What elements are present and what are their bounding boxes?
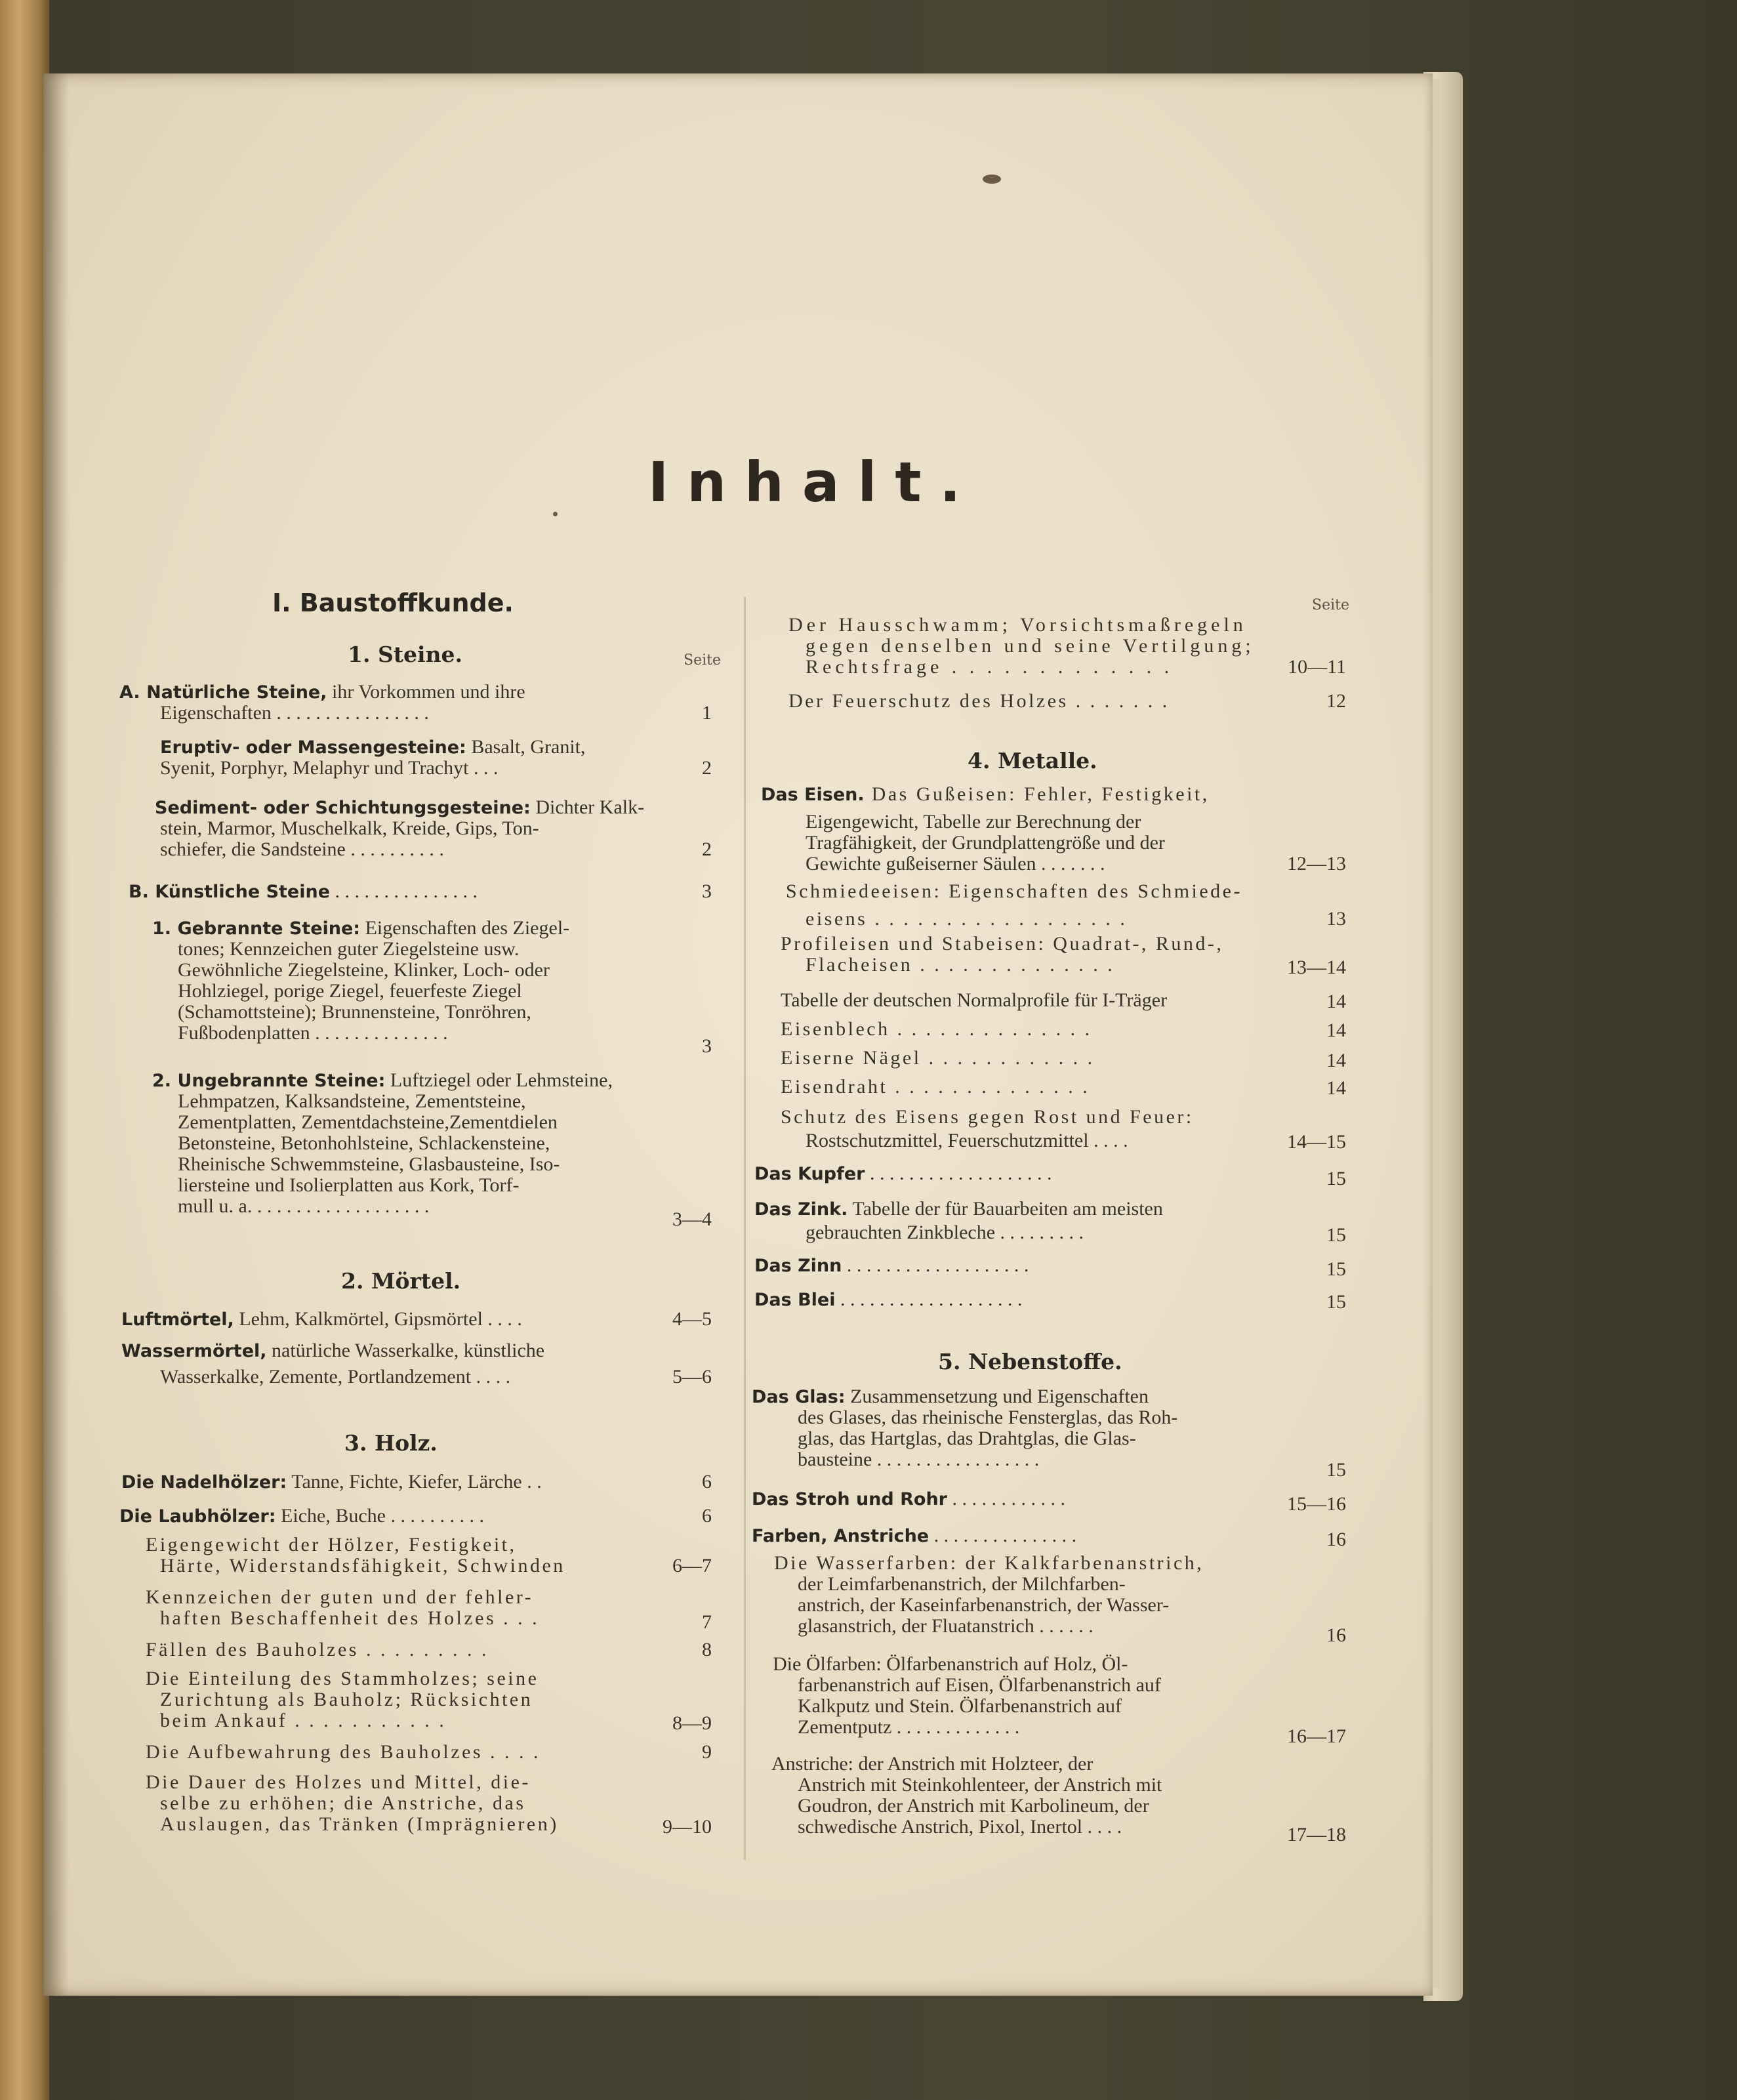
toc-line: Gewöhnliche Ziegelsteine, Klinker, Loch- oder: [178, 959, 550, 981]
page-number: 2: [702, 838, 712, 860]
toc-line: haften Beschaffenheit des Holzes . . .: [160, 1607, 540, 1629]
toc-line: anstrich, der Kaseinfarbenanstrich, der Wasser-: [798, 1594, 1170, 1616]
page-number: 16—17: [1287, 1725, 1346, 1747]
toc-line: eisens . . . . . . . . . . . . . . . . . .: [806, 908, 1128, 930]
page-number: 8—9: [672, 1712, 712, 1734]
page-number: 1: [702, 702, 712, 724]
page-number: 4—5: [672, 1308, 712, 1330]
toc-line: Rheinische Schwemmsteine, Glasbausteine, Iso-: [178, 1153, 560, 1175]
page-number: 5—6: [672, 1366, 712, 1388]
toc-line: gegen denselben und seine Vertilgung;: [806, 635, 1255, 657]
page-number: 6: [702, 1471, 712, 1493]
toc-line: Eiserne Nägel . . . . . . . . . . . .: [781, 1047, 1095, 1069]
page-title: Inhalt.: [648, 450, 979, 514]
toc-line: Goudron, der Anstrich mit Karbolineum, der: [798, 1795, 1149, 1817]
toc-line: Eigengewicht der Hölzer, Festigkeit,: [146, 1534, 517, 1555]
page-number: 17—18: [1287, 1824, 1346, 1845]
toc-line: Profileisen und Stabeisen: Quadrat-, Rund-,: [781, 933, 1224, 955]
toc-line: Das Stroh und Rohr . . . . . . . . . . . .: [752, 1488, 1065, 1510]
toc-line: Die Wasserfarben: der Kalkfarbenanstrich,: [774, 1552, 1204, 1574]
page-number: 14—15: [1287, 1131, 1346, 1153]
page-number: 14: [1326, 991, 1346, 1012]
toc-line: Fällen des Bauholzes . . . . . . . . .: [146, 1639, 489, 1660]
toc-line: tones; Kennzeichen guter Ziegelsteine usw.: [178, 938, 520, 960]
toc-line: Das Kupfer . . . . . . . . . . . . . . . . . . .: [754, 1163, 1052, 1184]
toc-line: Der Hausschwamm; Vorsichtsmaßregeln: [788, 614, 1247, 636]
toc-line: farbenanstrich auf Eisen, Ölfarbenanstrich auf: [798, 1674, 1161, 1696]
page-number: 12: [1326, 690, 1346, 712]
toc-line: Luftmörtel, Lehm, Kalkmörtel, Gipsmörtel . . . .: [121, 1308, 522, 1330]
toc-line: stein, Marmor, Muschelkalk, Kreide, Gips, Ton-: [160, 817, 539, 839]
page-number: 7: [702, 1611, 712, 1633]
page-number: 14: [1326, 1019, 1346, 1041]
toc-line: gebrauchten Zinkbleche . . . . . . . . .: [806, 1222, 1084, 1243]
gutter-shadow: [43, 73, 70, 1996]
toc-line: Härte, Widerstandsfähigkeit, Schwinden: [160, 1555, 565, 1576]
toc-line: liersteine und Isolierplatten aus Kork, Torf-: [178, 1174, 520, 1196]
toc-line: Rostschutzmittel, Feuerschutzmittel . . . .: [806, 1130, 1128, 1151]
toc-line: Zementplatten, Zementdachsteine,Zementdielen: [178, 1111, 558, 1133]
toc-line: Eigengewicht, Tabelle zur Berechnung der: [806, 811, 1141, 833]
toc-line: Rechtsfrage . . . . . . . . . . . . .: [806, 656, 1174, 678]
page-number: 12—13: [1287, 853, 1346, 875]
toc-line: Eruptiv- oder Massengesteine: Basalt, Granit,: [160, 736, 586, 758]
page-number: 8: [702, 1639, 712, 1660]
section-heading-steine: 1. Steine.: [348, 642, 463, 667]
seite-header: Seite: [684, 652, 721, 669]
toc-line: Das Zink. Tabelle der für Bauarbeiten am meisten: [754, 1198, 1163, 1220]
page-number: 3: [702, 880, 712, 902]
toc-line: selbe zu erhöhen; die Anstriche, das: [160, 1792, 526, 1814]
toc-line: Syenit, Porphyr, Melaphyr und Trachyt . . .: [160, 757, 499, 779]
toc-line: glas, das Hartglas, das Drahtglas, die Glas-: [798, 1428, 1136, 1449]
toc-line: Eigenschaften . . . . . . . . . . . . . . . .: [160, 702, 429, 724]
toc-line: 1. Gebrannte Steine: Eigenschaften des Ziegel-: [152, 917, 570, 939]
toc-line: 2. Ungebrannte Steine: Luftziegel oder Lehmsteine,: [152, 1069, 613, 1091]
toc-line: Das Blei . . . . . . . . . . . . . . . . . . .: [754, 1288, 1023, 1310]
paper-speck: [983, 175, 1001, 184]
toc-line: B. Künstliche Steine . . . . . . . . . . . . . . .: [129, 880, 478, 902]
toc-line: Betonsteine, Betonhohlsteine, Schlackensteine,: [178, 1132, 550, 1154]
toc-line: Auslaugen, das Tränken (Imprägnieren): [160, 1813, 559, 1835]
toc-line: beim Ankauf . . . . . . . . . . .: [160, 1710, 447, 1731]
toc-line: Die Laubhölzer: Eiche, Buche . . . . . . . . . .: [119, 1505, 484, 1527]
page-number: 6—7: [672, 1555, 712, 1576]
section-heading-nebenstoffe: 5. Nebenstoffe.: [938, 1349, 1122, 1374]
page-number: 15—16: [1287, 1493, 1346, 1515]
section-heading-holz: 3. Holz.: [344, 1430, 438, 1456]
page-number: 15: [1326, 1291, 1346, 1313]
toc-line: Fußbodenplatten . . . . . . . . . . . . . .: [178, 1022, 448, 1044]
page-number: 15: [1326, 1224, 1346, 1246]
page-number: 15: [1326, 1168, 1346, 1189]
toc-line: Wasserkalke, Zemente, Portlandzement . . . .: [160, 1366, 511, 1388]
toc-line: Schmiedeeisen: Eigenschaften des Schmiede-: [786, 880, 1242, 902]
toc-line: Das Eisen. Das Gußeisen: Fehler, Festigkeit,: [761, 783, 1210, 805]
seite-header: Seite: [1312, 597, 1349, 613]
toc-line: Tragfähigkeit, der Grundplattengröße und der: [806, 832, 1165, 854]
page-number: 9: [702, 1741, 712, 1763]
toc-line: schwedische Anstrich, Pixol, Inertol . . . .: [798, 1816, 1122, 1838]
toc-line: Die Ölfarben: Ölfarbenanstrich auf Holz, Öl-: [773, 1653, 1128, 1675]
toc-line: Zementputz . . . . . . . . . . . . .: [798, 1716, 1020, 1738]
toc-line: mull u. a. . . . . . . . . . . . . . . . . . .: [178, 1195, 430, 1217]
book-spine: [0, 0, 49, 2100]
page-number: 16: [1326, 1624, 1346, 1646]
toc-line: Eisendraht . . . . . . . . . . . . . .: [781, 1076, 1090, 1098]
page-number: 6: [702, 1505, 712, 1527]
page-number: 14: [1326, 1077, 1346, 1099]
page-number: 14: [1326, 1050, 1346, 1071]
page-number: 13—14: [1287, 957, 1346, 978]
page-number: 2: [702, 757, 712, 779]
toc-line: Anstrich mit Steinkohlenteer, der Anstrich mit: [798, 1774, 1162, 1796]
toc-line: Kennzeichen der guten und der fehler-: [146, 1586, 534, 1608]
column-divider: [744, 597, 746, 1860]
toc-line: Die Nadelhölzer: Tanne, Fichte, Kiefer, Lärche . .: [121, 1471, 542, 1493]
page-number: 3—4: [672, 1208, 712, 1230]
toc-line: Tabelle der deutschen Normalprofile für I-Träger: [781, 989, 1168, 1011]
section-heading-moertel: 2. Mörtel.: [341, 1268, 461, 1294]
page-number: 15: [1326, 1258, 1346, 1280]
toc-line: Lehmpatzen, Kalksandsteine, Zementsteine,: [178, 1090, 526, 1112]
page-number: 13: [1326, 908, 1346, 930]
toc-line: Flacheisen . . . . . . . . . . . . . .: [806, 954, 1115, 976]
toc-line: Kalkputz und Stein. Ölfarbenanstrich auf: [798, 1695, 1122, 1717]
toc-line: Gewichte gußeiserner Säulen . . . . . . .: [806, 853, 1105, 875]
toc-line: Farben, Anstriche . . . . . . . . . . . . . . .: [752, 1525, 1077, 1546]
section-heading-metalle: 4. Metalle.: [968, 748, 1097, 773]
toc-line: der Leimfarbenanstrich, der Milchfarben-: [798, 1573, 1126, 1595]
toc-line: Die Einteilung des Stammholzes; seine: [146, 1668, 539, 1689]
toc-line: Sediment- oder Schichtungsgesteine: Dichter Kalk-: [155, 796, 645, 818]
toc-line: Wassermörtel, natürliche Wasserkalke, künstliche: [121, 1340, 545, 1361]
page-number: 10—11: [1288, 656, 1346, 678]
page-number: 9—10: [663, 1816, 712, 1838]
toc-line: Die Dauer des Holzes und Mittel, die-: [146, 1771, 531, 1793]
page-number: 16: [1326, 1529, 1346, 1550]
page-number: 15: [1326, 1459, 1346, 1481]
toc-line: Hohlziegel, porige Ziegel, feuerfeste Ziegel: [178, 980, 522, 1002]
toc-line: schiefer, die Sandsteine . . . . . . . . . .: [160, 838, 444, 860]
toc-line: Anstriche: der Anstrich mit Holzteer, der: [771, 1753, 1093, 1775]
toc-line: Das Glas: Zusammensetzung und Eigenschaften: [752, 1386, 1149, 1407]
toc-line: (Schamottsteine); Brunnensteine, Tonröhren,: [178, 1001, 531, 1023]
toc-line: Zurichtung als Bauholz; Rücksichten: [160, 1689, 533, 1710]
toc-line: des Glases, das rheinische Fensterglas, das Roh-: [798, 1407, 1178, 1428]
toc-line: glasanstrich, der Fluatanstrich . . . . . .: [798, 1615, 1093, 1637]
toc-line: Das Zinn . . . . . . . . . . . . . . . . . . .: [754, 1254, 1029, 1276]
toc-line: Eisenblech . . . . . . . . . . . . . .: [781, 1018, 1092, 1040]
page-number: 3: [702, 1035, 712, 1057]
paper-speck: [553, 512, 558, 516]
toc-line: bausteine . . . . . . . . . . . . . . . . .: [798, 1449, 1040, 1470]
toc-line: Der Feuerschutz des Holzes . . . . . . .: [788, 690, 1170, 712]
toc-line: Die Aufbewahrung des Bauholzes . . . .: [146, 1741, 541, 1763]
toc-line: Schutz des Eisens gegen Rost und Feuer:: [781, 1106, 1194, 1128]
part-heading: I. Baustoffkunde.: [272, 588, 514, 617]
toc-line: A. Natürliche Steine, ihr Vorkommen und ihre: [119, 681, 525, 703]
